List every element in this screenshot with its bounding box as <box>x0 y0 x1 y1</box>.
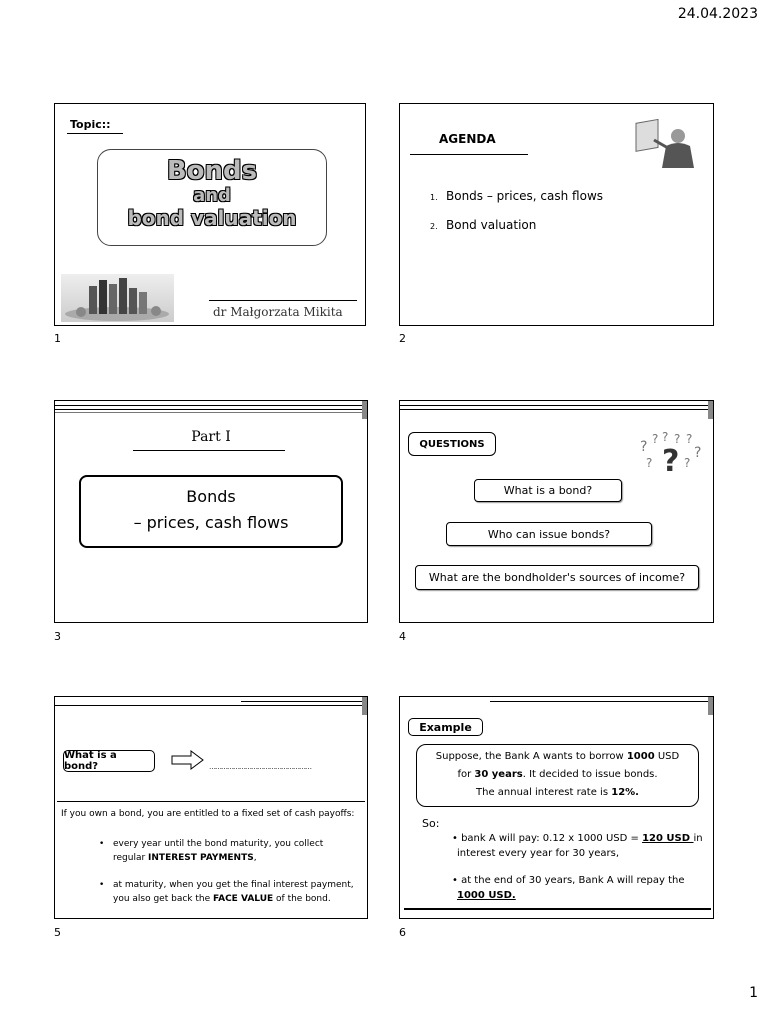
top-bar <box>55 401 367 413</box>
agenda-list <box>430 189 603 247</box>
author-rule <box>209 300 357 301</box>
svg-text:?: ? <box>684 456 691 470</box>
slide-number: 4 <box>399 630 406 643</box>
so-label: So: <box>422 817 440 830</box>
part-title-box <box>79 475 343 548</box>
list-marker: 1. <box>430 193 438 202</box>
arrow-right-icon <box>171 750 205 774</box>
header-date: 24.04.2023 <box>677 6 758 22</box>
title-valuation: bond valuation <box>127 206 297 230</box>
top-bar <box>400 401 713 413</box>
answer-blank: …………………………………………… <box>209 763 311 771</box>
divider <box>57 801 365 802</box>
part-title-line2: – prices, cash flows <box>133 513 289 532</box>
topic-underline <box>67 133 123 134</box>
questions-label: QUESTIONS <box>408 432 496 456</box>
coins-icon <box>61 274 174 322</box>
top-bar <box>55 697 367 709</box>
agenda-heading: AGENDA <box>439 132 496 146</box>
slide-2 <box>399 103 714 326</box>
svg-text:?: ? <box>686 432 693 446</box>
title-box <box>97 149 327 246</box>
svg-text:?: ? <box>674 432 681 446</box>
question-2: Who can issue bonds? <box>446 522 652 546</box>
part-title-line1: Bonds <box>186 487 236 506</box>
bullet-2: • at the end of 30 years, Bank A will repay the 1000 USD. <box>452 875 685 901</box>
example-box: Suppose, the Bank A wants to borrow 1000 USD for 30 years. It decided to issue bonds. The annual interest rate is 12%. <box>416 744 699 807</box>
topic-label: Topic:: <box>70 118 111 131</box>
author-name: dr Małgorzata Mikita <box>213 305 343 319</box>
example-label: Example <box>408 718 483 736</box>
list-marker: 2. <box>430 222 438 231</box>
question-1: What is a bond? <box>474 479 622 502</box>
bullet-1: • bank A will pay: 0.12 x 1000 USD = 120 USD in interest every year for 30 years, <box>452 833 703 859</box>
svg-text:?: ? <box>646 456 653 470</box>
agenda-item: 1. Bonds – prices, cash flows <box>430 189 604 203</box>
presenter-icon <box>632 118 702 172</box>
slide-1 <box>54 103 366 326</box>
bottom-rule <box>404 908 711 910</box>
intro-text: If you own a bond, you are entitled to a fixed set of cash payoffs: <box>61 809 355 819</box>
svg-text:?: ? <box>662 444 680 475</box>
svg-text:?: ? <box>662 431 669 444</box>
svg-text:?: ? <box>652 432 659 446</box>
slide-3 <box>54 400 368 623</box>
slide-number: 5 <box>54 926 61 939</box>
slide-number: 3 <box>54 630 61 643</box>
slide-number: 1 <box>54 332 61 345</box>
bullet-1: • every year until the bond maturity, you collect regular INTEREST PAYMENTS, <box>99 839 324 863</box>
slide-5 <box>54 696 368 919</box>
what-is-bond-label: What is a bond? <box>63 750 155 772</box>
top-bar <box>400 697 713 709</box>
bullet-2: • at maturity, when you get the final interest payment, you also get back the FACE VALUE of the bond. <box>99 880 354 904</box>
svg-text:?: ? <box>640 439 648 455</box>
agenda-item: 2. Bond valuation <box>430 218 537 232</box>
coins-image <box>61 274 174 322</box>
part-label: Part I <box>191 429 231 445</box>
title-bonds: Bonds <box>166 156 258 186</box>
slide-6 <box>399 696 714 919</box>
slide-4 <box>399 400 714 623</box>
part-underline <box>133 450 285 451</box>
page-number: 1 <box>749 985 758 1001</box>
svg-text:?: ? <box>694 445 702 461</box>
agenda-underline <box>410 154 528 155</box>
slide-number: 2 <box>399 332 406 345</box>
slide-number: 6 <box>399 926 406 939</box>
title-and: and <box>193 185 231 206</box>
question-marks-icon <box>638 431 708 475</box>
question-3: What are the bondholder's sources of income? <box>415 565 699 590</box>
